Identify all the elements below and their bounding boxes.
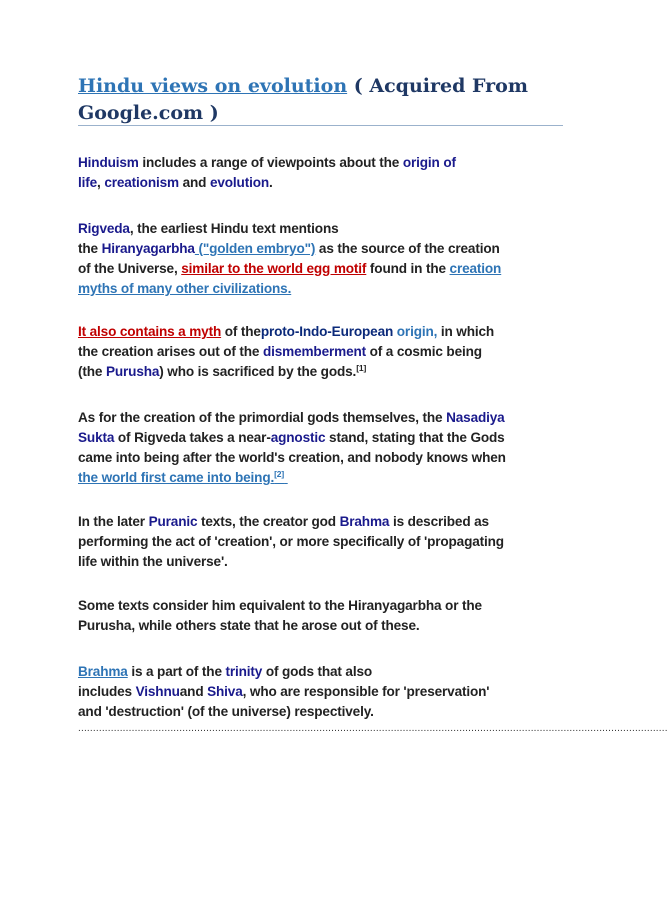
text-span: texts, the creator god — [197, 514, 340, 529]
text-span: , the earliest Hindu text mentions — [129, 221, 339, 236]
link-shiva[interactable]: Shiva — [207, 684, 243, 699]
link-golden-embryo[interactable]: ("golden embryo") — [194, 241, 316, 256]
text-span: , — [97, 175, 105, 190]
link-contains-a-myth[interactable]: It also contains a myth — [78, 324, 222, 339]
link-hiranyagarbha[interactable]: Hiranyagarbha — [101, 241, 195, 256]
link-brahma-2[interactable]: Brahma — [78, 664, 128, 679]
text-span: As for the creation of the primordial gods themselves, the — [78, 410, 447, 425]
text-line — [78, 241, 500, 256]
text-line — [78, 514, 489, 529]
citation-2[interactable]: [2] — [274, 469, 285, 479]
link-evolution[interactable]: evolution — [209, 175, 270, 190]
link-dismemberment[interactable]: dismemberment — [262, 344, 367, 359]
text-span: and — [179, 684, 208, 699]
link-creationism[interactable]: creationism — [104, 175, 179, 190]
text-line — [78, 261, 501, 276]
text-span: . — [269, 175, 273, 190]
link-brahma[interactable]: Brahma — [339, 514, 390, 529]
text-span: performing the act of 'creation', or more specifically of 'propagating — [78, 534, 504, 549]
text-span: , who are responsible for 'preservation' — [242, 684, 490, 699]
text-line — [78, 364, 366, 379]
text-span: the creation arises out of the — [78, 344, 263, 359]
text-line — [78, 618, 419, 633]
text-span: of a cosmic being — [366, 344, 482, 359]
text-span: ) who is sacrificed by the gods. — [159, 364, 357, 379]
text-line — [78, 281, 291, 296]
text-span: life within the universe'. — [78, 554, 228, 569]
text-line — [78, 410, 505, 425]
dotted-divider: ...................................................................................................................................................................................................... — [78, 723, 668, 734]
text-span: as the source of the creation — [315, 241, 500, 256]
text-span: and 'destruction' (of the universe) respectively. — [78, 704, 374, 719]
paragraph-myth — [78, 322, 562, 382]
citation-1[interactable]: [1] — [356, 363, 367, 373]
text-span: the — [78, 241, 102, 256]
text-line — [78, 175, 273, 190]
link-creation-myths[interactable]: myths of many other civilizations. — [78, 281, 292, 296]
link-world-first-came[interactable] — [78, 470, 288, 485]
text-span: (the — [78, 364, 106, 379]
text-line — [78, 684, 489, 699]
text-line — [78, 155, 456, 170]
text-line — [78, 430, 505, 445]
text-line — [78, 344, 482, 359]
text-span: of the — [221, 324, 261, 339]
text-span: of the Universe, — [78, 261, 182, 276]
link-purusha[interactable]: Purusha — [105, 364, 160, 379]
link-hinduism[interactable]: Hinduism — [78, 155, 139, 170]
link-origin[interactable]: origin, — [393, 324, 438, 339]
link-creation[interactable]: creation — [449, 261, 502, 276]
link-trinity[interactable]: trinity — [225, 664, 263, 679]
paragraph-hinduism — [78, 153, 562, 193]
text-span: of Rigveda takes a near- — [114, 430, 271, 445]
text-span: stand, stating that the Gods — [325, 430, 505, 445]
text-span: is a part of the — [127, 664, 226, 679]
text-span: includes — [78, 684, 136, 699]
text-span: Some texts consider him equivalent to the Hiranyagarbha or the — [78, 598, 482, 613]
link-world-egg-motif[interactable]: similar to the world egg motif — [181, 261, 367, 276]
text-line — [78, 664, 372, 679]
text-line — [78, 324, 494, 339]
link-agnostic[interactable]: agnostic — [270, 430, 326, 445]
text-span: the world first came into being. — [78, 470, 275, 485]
text-span: Purusha, while others state that he arose out of these. — [78, 618, 420, 633]
text-line — [78, 704, 374, 719]
link-life[interactable]: life — [78, 175, 98, 190]
link-sukta[interactable]: Sukta — [78, 430, 115, 445]
paragraph-equivalent — [78, 596, 562, 636]
text-span: In the later — [78, 514, 149, 529]
link-nasadiya[interactable]: Nasadiya — [446, 410, 505, 425]
text-span: came into being after the world's creation, and nobody knows when — [78, 450, 506, 465]
title-source: ( Acquired From Google.com ) — [78, 75, 528, 124]
text-span: is described as — [389, 514, 489, 529]
link-rigveda[interactable]: Rigveda — [78, 221, 130, 236]
link-vishnu[interactable]: Vishnu — [135, 684, 180, 699]
text-line — [78, 450, 506, 465]
text-line — [78, 598, 482, 613]
text-line — [78, 554, 228, 569]
text-span: and — [178, 175, 210, 190]
text-span: of gods that also — [262, 664, 373, 679]
page-title — [78, 73, 558, 127]
text-line — [78, 534, 504, 549]
title-underline-rule — [78, 125, 563, 126]
link-proto-indo-european[interactable]: proto-Indo-European — [260, 324, 394, 339]
paragraph-trinity — [78, 662, 562, 722]
paragraph-rigveda — [78, 219, 562, 299]
link-puranic[interactable]: Puranic — [148, 514, 198, 529]
text-span: found in the — [366, 261, 450, 276]
text-line — [78, 221, 339, 236]
text-span: includes a range of viewpoints about the — [138, 155, 403, 170]
link-origin-of-life[interactable]: origin of — [402, 155, 456, 170]
paragraph-nasadiya — [78, 408, 562, 488]
text-span: in which — [437, 324, 495, 339]
title-link[interactable]: Hindu views on evolution — [78, 75, 348, 97]
paragraph-puranic — [78, 512, 562, 572]
